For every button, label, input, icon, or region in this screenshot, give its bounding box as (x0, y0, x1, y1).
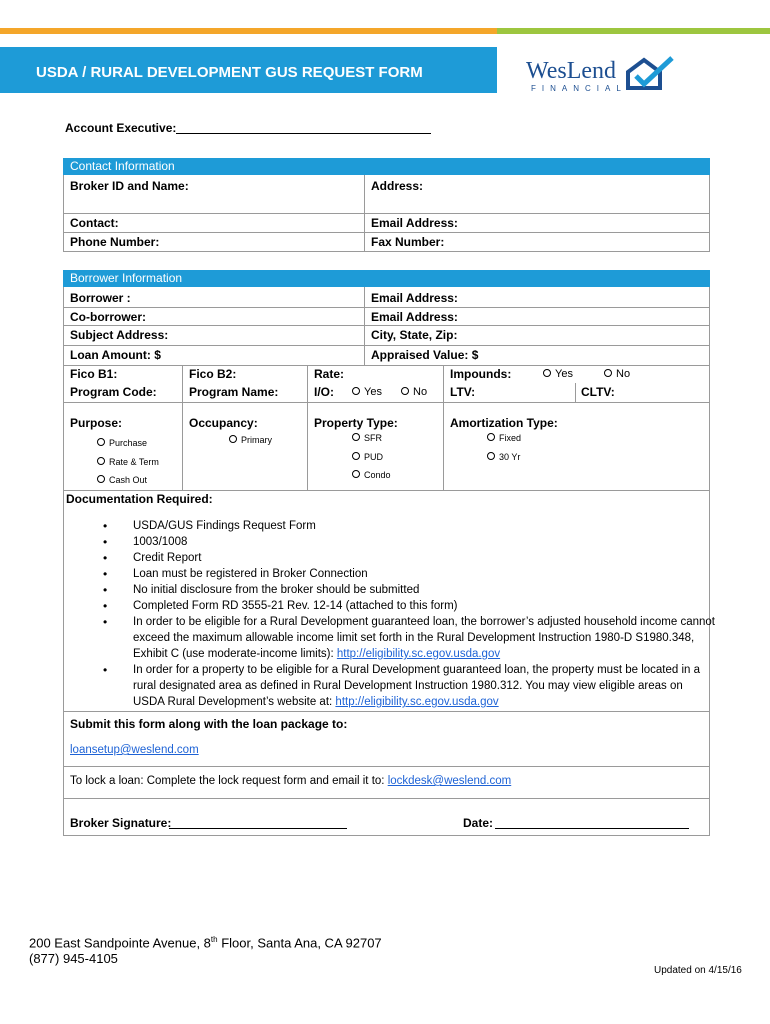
house-check-icon (624, 54, 676, 90)
broker-id-field[interactable]: Broker ID and Name: (70, 179, 189, 193)
broker-signature-field[interactable] (169, 828, 347, 829)
occupancy-label: Occupancy: (189, 416, 258, 430)
radio-label: No (616, 368, 631, 380)
divider (63, 798, 710, 799)
radio-icon (97, 457, 105, 465)
radio-icon (352, 387, 360, 395)
divider (307, 365, 308, 490)
borrower-field[interactable]: Borrower : (70, 291, 131, 305)
broker-signature-label: Broker Signature: (70, 816, 172, 830)
logo-name: WesLend (526, 58, 617, 84)
doc-text: Exhibit C (use moderate-income limits): (133, 648, 337, 660)
divider (63, 711, 710, 712)
divider (63, 365, 710, 366)
io-label: I/O: (314, 385, 334, 399)
doc-item-line: In order for a property to be eligible for a Rural Development guaranteed loan, the property must be located in a (133, 664, 701, 676)
ltv-field[interactable]: LTV: (450, 385, 476, 399)
program-code-field[interactable]: Program Code: (70, 385, 157, 399)
radio-label: PUD (364, 452, 384, 462)
radio-icon (352, 452, 360, 460)
doc-item: USDA/GUS Findings Request Form (133, 520, 316, 532)
coborrower-field[interactable]: Co-borrower: (70, 310, 146, 324)
doc-item-line (133, 694, 499, 710)
doc-item-line: exceed the maximum allowable income limit set forth in the Rural Development Instruction 1980-D S1980.348, (133, 632, 695, 644)
property-sfr-radio[interactable] (352, 433, 382, 443)
divider (63, 345, 710, 346)
date-field[interactable] (495, 828, 689, 829)
divider (63, 307, 710, 308)
doc-item-line: rural designated area as defined in Rural Development Instruction 1980.312. You may view eligible areas on (133, 680, 683, 692)
account-executive-label: Account Executive: (65, 121, 177, 135)
divider (182, 365, 183, 490)
doc-item: Credit Report (133, 552, 202, 564)
divider (63, 490, 710, 491)
lock-instructions (70, 775, 511, 787)
weslend-logo (526, 54, 686, 98)
borrower-header: Borrower Information (63, 270, 710, 287)
radio-icon (401, 387, 409, 395)
purpose-label: Purpose: (70, 416, 123, 430)
contact-header: Contact Information (63, 158, 710, 175)
doc-item-line: In order to be eligible for a Rural Development guaranteed loan, the borrower’s adjusted household income cannot (133, 616, 715, 628)
lock-desk-email-link[interactable]: lockdesk@weslend.com (387, 775, 512, 787)
divider (443, 365, 444, 490)
accent-bar-green (497, 28, 770, 34)
cltv-field[interactable]: CLTV: (581, 385, 615, 399)
radio-icon (604, 369, 612, 377)
purpose-cash-out-radio[interactable] (97, 475, 147, 485)
radio-label: Purchase (109, 438, 148, 448)
divider (63, 402, 710, 403)
divider (63, 232, 710, 233)
appraised-value-field[interactable]: Appraised Value: $ (371, 348, 479, 362)
radio-label: SFR (364, 433, 382, 443)
impounds-yes-radio[interactable] (543, 368, 573, 380)
divider (63, 325, 710, 326)
radio-icon (543, 369, 551, 377)
radio-label: Primary (241, 435, 272, 445)
address-sup: th (210, 935, 218, 944)
subject-address-field[interactable]: Subject Address: (70, 328, 169, 342)
radio-label: Fixed (499, 433, 522, 443)
date-label: Date: (463, 816, 494, 830)
radio-icon (352, 433, 360, 441)
amortization-type-label: Amortization Type: (450, 416, 558, 430)
radio-label: Rate & Term (109, 457, 159, 467)
radio-label: No (413, 386, 428, 398)
eligibility-link[interactable]: http://eligibility.sc.egov.usda.gov (335, 696, 499, 708)
divider (63, 766, 710, 767)
contact-field[interactable]: Contact: (70, 216, 119, 230)
io-no-radio[interactable] (401, 386, 427, 398)
loan-amount-field[interactable]: Loan Amount: $ (70, 348, 161, 362)
doc-item: Loan must be registered in Broker Connection (133, 568, 368, 580)
doc-item: Completed Form RD 3555-21 Rev. 12-14 (attached to this form) (133, 600, 458, 612)
updated-date: Updated on 4/15/16 (654, 965, 742, 976)
radio-icon (97, 475, 105, 483)
email-field[interactable]: Email Address: (371, 216, 458, 230)
radio-icon (97, 438, 105, 446)
address-field[interactable]: Address: (371, 179, 424, 193)
accent-bar-orange (0, 28, 497, 34)
radio-label: Yes (555, 368, 573, 380)
company-phone: (877) 945-4105 (29, 951, 118, 966)
divider (63, 213, 710, 214)
property-pud-radio[interactable] (352, 452, 383, 462)
page-title: USDA / RURAL DEVELOPMENT GUS REQUEST FORM (36, 64, 423, 81)
purpose-purchase-radio[interactable] (97, 438, 147, 448)
address-text: 200 East Sandpointe Avenue, 8 (29, 935, 211, 951)
purpose-rate-term-radio[interactable] (97, 457, 159, 467)
loan-setup-email-link[interactable]: loansetup@weslend.com (70, 744, 199, 756)
property-condo-radio[interactable] (352, 470, 391, 480)
doc-item-line (133, 646, 500, 662)
coborrower-email-field[interactable]: Email Address: (371, 310, 458, 324)
occupancy-primary-radio[interactable] (229, 435, 272, 445)
program-name-field[interactable]: Program Name: (189, 385, 279, 399)
impounds-no-radio[interactable] (604, 368, 630, 380)
doc-text: USDA Rural Development’s website at: (133, 696, 336, 708)
company-address (29, 935, 382, 950)
radio-label: Yes (364, 386, 382, 398)
lock-text: To lock a loan: Complete the lock request form and email it to: (70, 775, 388, 787)
divider (575, 383, 576, 402)
phone-field[interactable]: Phone Number: (70, 235, 160, 249)
amortization-30yr-radio[interactable] (487, 452, 520, 462)
radio-label: Cash Out (109, 475, 148, 485)
logo-sub: FINANCIAL (531, 84, 627, 93)
account-executive-field[interactable] (176, 133, 431, 134)
io-yes-radio[interactable] (352, 386, 382, 398)
borrower-email-field[interactable]: Email Address: (371, 291, 458, 305)
radio-icon (487, 433, 495, 441)
property-type-label: Property Type: (314, 416, 398, 430)
doc-item: No initial disclosure from the broker should be submitted (133, 584, 420, 596)
radio-label: Condo (364, 470, 391, 480)
eligibility-link[interactable]: http://eligibility.sc.egov.usda.gov (336, 648, 501, 660)
documentation-header: Documentation Required: (66, 492, 213, 506)
impounds-label: Impounds: (450, 367, 512, 381)
amortization-fixed-radio[interactable] (487, 433, 521, 443)
city-state-zip-field[interactable]: City, State, Zip: (371, 328, 458, 342)
fico-b2-field[interactable]: Fico B2: (189, 367, 237, 381)
radio-icon (487, 452, 495, 460)
fax-field[interactable]: Fax Number: (371, 235, 445, 249)
radio-label: 30 Yr (499, 452, 521, 462)
rate-field[interactable]: Rate: (314, 367, 345, 381)
divider (364, 287, 365, 366)
fico-b1-field[interactable]: Fico B1: (70, 367, 118, 381)
submit-label: Submit this form along with the loan package to: (70, 717, 348, 731)
doc-item: 1003/1008 (133, 536, 188, 548)
radio-icon (352, 470, 360, 478)
radio-icon (229, 435, 237, 443)
address-text: Floor, Santa Ana, CA 92707 (217, 935, 382, 951)
